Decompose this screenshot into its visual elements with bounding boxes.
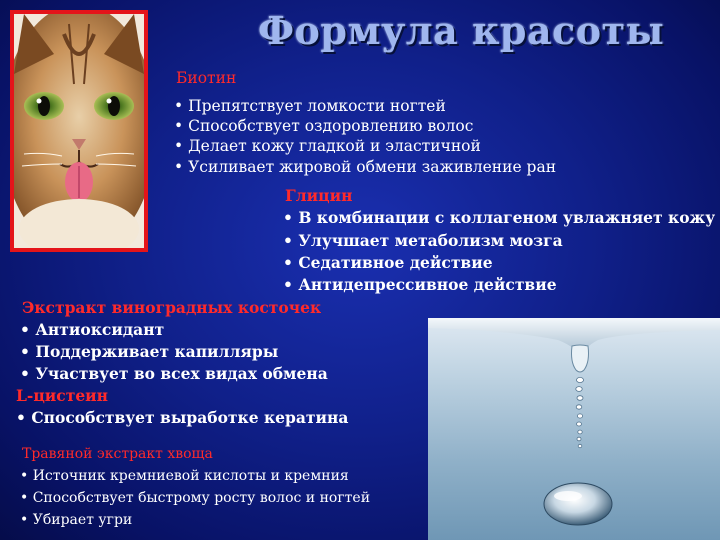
- grape-item: • Участвует во всех видах обмена: [20, 364, 328, 384]
- biotin-item: • Усиливает жировой обмени заживление ран: [174, 157, 556, 177]
- glycine-item: • Седативное действие: [283, 253, 493, 273]
- biotin-item: • Препятствует ломкости ногтей: [174, 96, 446, 116]
- slide-title: Формула красоты: [258, 8, 665, 53]
- water-illustration: [428, 318, 720, 540]
- grape-heading: Экстракт виноградных косточек: [22, 298, 322, 317]
- glycine-heading: Глицин: [285, 186, 353, 205]
- cat-illustration: [14, 14, 144, 248]
- biotin-item: • Делает кожу гладкой и эластичной: [174, 136, 481, 156]
- biotin-heading: Биотин: [176, 69, 237, 87]
- glycine-item: • Антидепрессивное действие: [283, 275, 557, 295]
- cat-photo: [10, 10, 148, 252]
- glycine-item: • Улучшает метаболизм мозга: [283, 231, 563, 251]
- grape-item: • Антиоксидант: [20, 320, 164, 340]
- biotin-item: • Способствует оздоровлению волос: [174, 116, 473, 136]
- glycine-item: • В комбинации с коллагеном увлажняет кожу: [283, 208, 715, 228]
- cysteine-heading: L-цистеин: [16, 386, 109, 405]
- horsetail-item: • Способствует быстрому росту волос и ногтей: [20, 488, 370, 508]
- horsetail-heading: Травяной экстракт хвоща: [22, 446, 213, 462]
- grape-item: • Поддерживает капилляры: [20, 342, 278, 362]
- water-drop-photo: [428, 318, 720, 540]
- horsetail-item: • Источник кремниевой кислоты и кремния: [20, 466, 349, 486]
- horsetail-item: • Убирает угри: [20, 510, 132, 530]
- cysteine-item: • Способствует выработке кератина: [16, 408, 348, 428]
